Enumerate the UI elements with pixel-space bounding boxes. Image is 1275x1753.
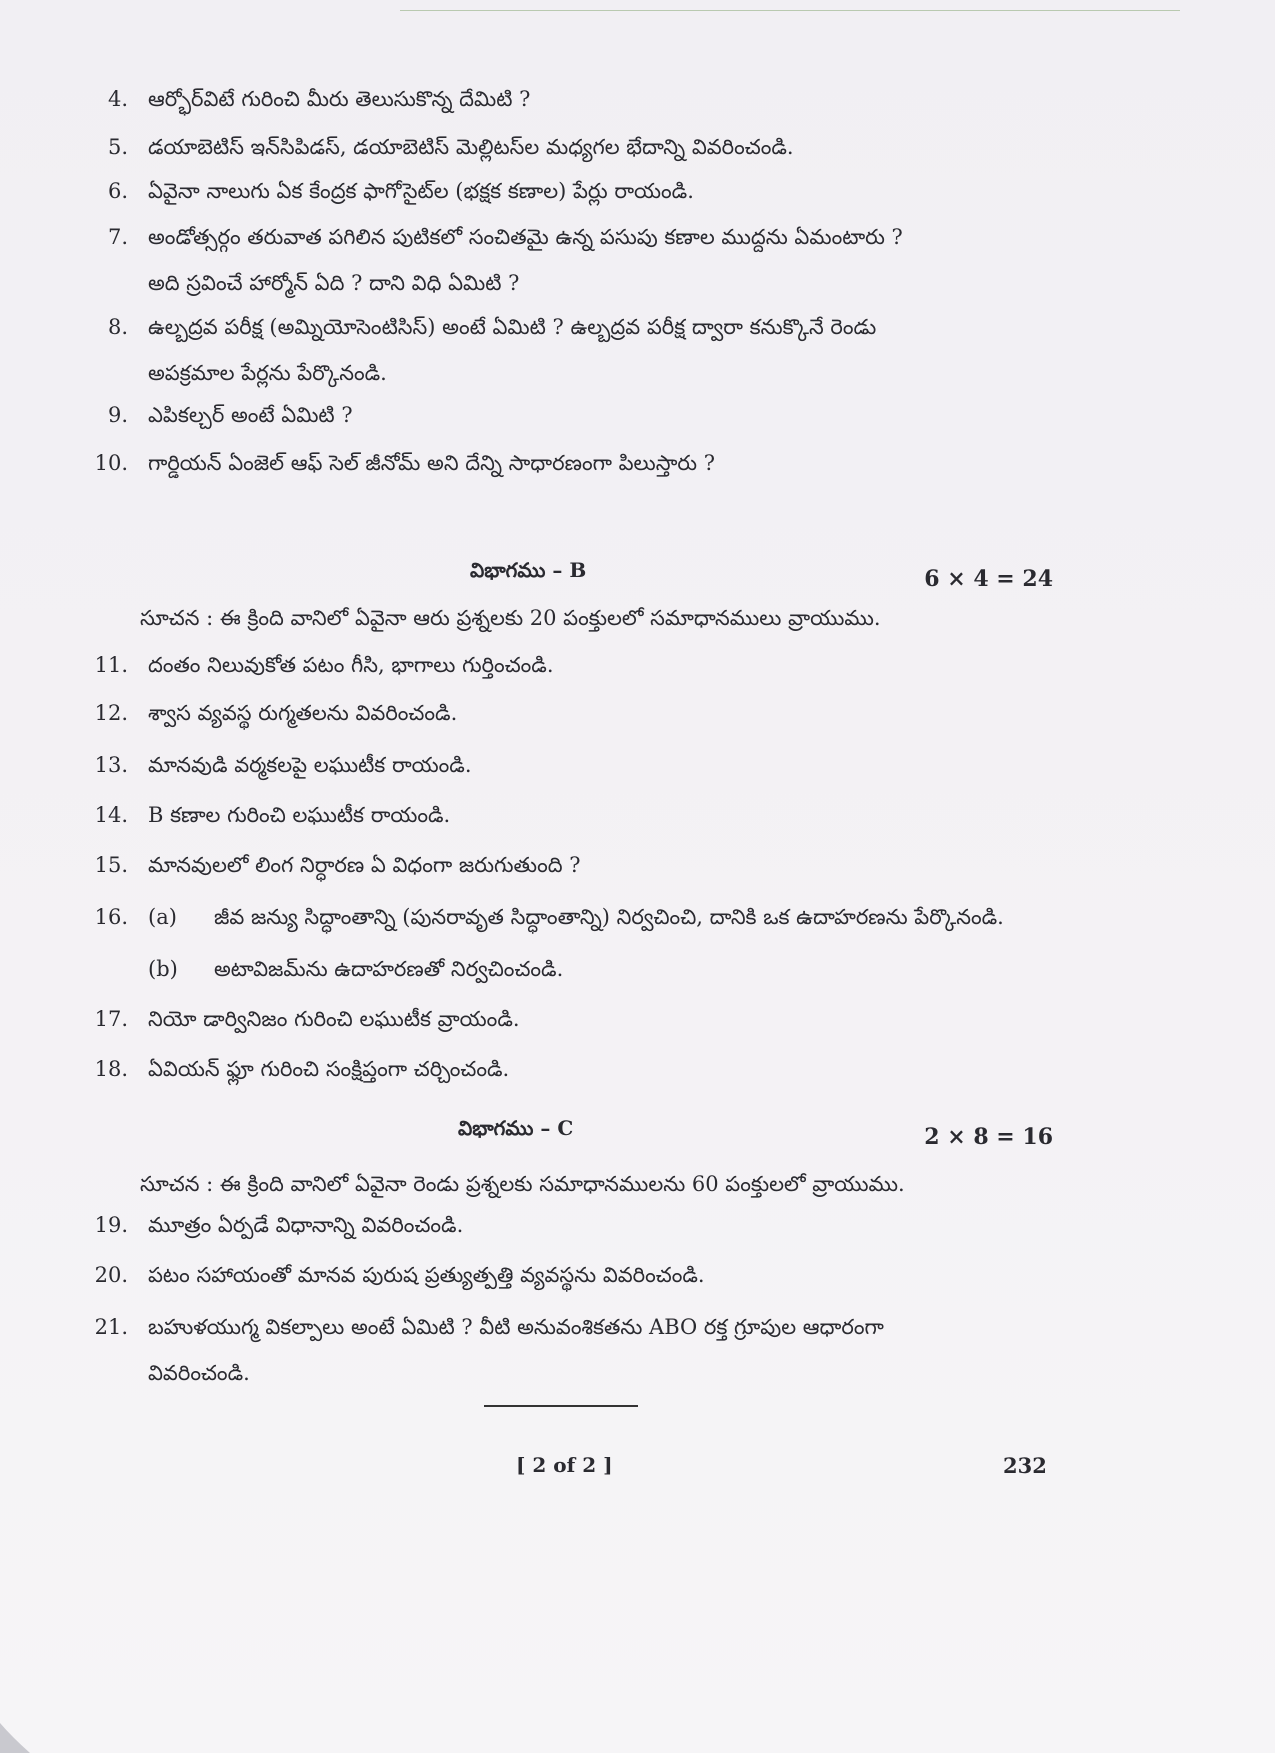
question-text: దంతం నిలువుకోత పటం గీసి, భాగాలు గుర్తించండి. bbox=[148, 653, 554, 677]
question-text: అండోత్సర్గం తరువాత పగిలిన పుటికలో సంచితమై ఉన్న పసుపు కణాల ముద్దను ఏమంటారు ? bbox=[148, 225, 903, 249]
question-text-cont: అది స్రవించే హార్మోన్ ఏది ? దాని విధి ఏమిటి ? bbox=[148, 271, 520, 295]
question-text: నియో డార్వినిజం గురించి లఘుటీక వ్రాయండి. bbox=[148, 1007, 520, 1031]
question-number: 12. bbox=[94, 701, 128, 725]
question-text: మానవుడి వర్మకలపై లఘుటీక రాయండి. bbox=[148, 753, 472, 777]
question-number: 17. bbox=[94, 1007, 128, 1031]
question-number: 16. bbox=[94, 905, 128, 929]
page-corner-shadow bbox=[0, 1713, 40, 1753]
section-b-title: విభాగము – B bbox=[470, 558, 587, 582]
question-number: 8. bbox=[107, 315, 128, 339]
question-number: 13. bbox=[94, 753, 128, 777]
question-text: మానవులలో లింగ నిర్ధారణ ఏ విధంగా జరుగుతుంది ? bbox=[148, 853, 581, 877]
question-text: ఏవియన్ ఫ్లూ గురించి సంక్షిప్తంగా చర్చించండి. bbox=[148, 1057, 510, 1081]
question-number: 11. bbox=[94, 653, 128, 677]
section-c-instruction: సూచన : ఈ క్రింది వానిలో ఏవైనా రెండు ప్రశ్నలకు సమాధానములను 60 పంక్తులలో వ్రాయుము. bbox=[140, 1172, 905, 1196]
question-number: 19. bbox=[94, 1213, 128, 1237]
question-text: గార్డియన్ ఏంజెల్ ఆఫ్ సెల్ జీనోమ్ అని దేన్ని సాధారణంగా పిలుస్తారు ? bbox=[148, 451, 715, 475]
question-number: 20. bbox=[94, 1263, 128, 1287]
question-16 bbox=[84, 902, 1084, 982]
question-number: 15. bbox=[94, 853, 128, 877]
question-text: ఎపికల్చర్ అంటే ఏమిటి ? bbox=[148, 403, 353, 427]
question-number: 9. bbox=[107, 403, 128, 427]
question-number: 18. bbox=[94, 1057, 128, 1081]
question-text: బహుళయుగ్మ వికల్పాలు అంటే ఏమిటి ? వీటి అనువంశికతను ABO రక్త గ్రూపుల ఆధారంగా bbox=[148, 1315, 884, 1339]
subpart-b-label: (b) bbox=[148, 957, 178, 981]
question-text-cont: వివరించండి. bbox=[148, 1361, 250, 1385]
question-text-cont: అపక్రమాల పేర్లను పేర్కొనండి. bbox=[148, 361, 387, 385]
section-c-marks: 2 × 8 = 16 bbox=[924, 1124, 1053, 1150]
question-text: ఏవైనా నాలుగు ఏక కేంద్రక ఫాగోసైట్‌ల (భక్షక కణాల) పేర్లు రాయండి. bbox=[148, 179, 694, 203]
question-number: 4. bbox=[107, 87, 128, 111]
question-text: ఉల్బద్రవ పరీక్ష (అమ్నియోసెంటిసిస్) అంటే ఏమిటి ? ఉల్బద్రవ పరీక్ష ద్వారా కనుక్కొనే రెండు bbox=[148, 315, 877, 339]
question-number: 14. bbox=[94, 803, 128, 827]
subpart-a-label: (a) bbox=[148, 905, 177, 929]
question-number: 21. bbox=[94, 1315, 128, 1339]
section-c-title: విభాగము – C bbox=[458, 1116, 574, 1140]
section-b-marks: 6 × 4 = 24 bbox=[924, 566, 1053, 592]
question-number: 6. bbox=[107, 179, 128, 203]
end-rule bbox=[484, 1405, 638, 1407]
question-text: డయాబెటిస్ ఇన్‌సిపిడస్, డయాబెటిస్ మెల్లిటస్‌ల మధ్యగల భేదాన్ని వివరించండి. bbox=[148, 135, 794, 159]
section-b-instruction: సూచన : ఈ క్రింది వానిలో ఏవైనా ఆరు ప్రశ్నలకు 20 పంక్తులలో సమాధానములు వ్రాయుము. bbox=[140, 606, 881, 630]
subpart-a-text: జీవ జన్యు సిద్ధాంతాన్ని (పునరావృత సిద్ధాంతాన్ని) నిర్వచించి, దానికి ఒక ఉదాహరణను పేర్కొనండి. bbox=[214, 905, 1004, 929]
question-number: 10. bbox=[94, 451, 128, 475]
question-text: శ్వాస వ్యవస్థ రుగ్మతలను వివరించండి. bbox=[148, 701, 458, 725]
page-number: [ 2 of 2 ] bbox=[516, 1453, 613, 1477]
question-number: 5. bbox=[107, 135, 128, 159]
question-number: 7. bbox=[107, 225, 128, 249]
top-border-line bbox=[400, 10, 1180, 11]
subpart-b-text: అటావిజమ్‌ను ఉదాహరణతో నిర్వచించండి. bbox=[214, 957, 564, 981]
paper-code: 232 bbox=[1003, 1453, 1047, 1478]
question-text: B కణాల గురించి లఘుటీక రాయండి. bbox=[148, 803, 451, 827]
question-text: ఆర్భోర్‌విటే గురించి మీరు తెలుసుకొన్న దేమిటి ? bbox=[148, 87, 531, 111]
question-text: పటం సహాయంతో మానవ పురుష ప్రత్యుత్పత్తి వ్యవస్థను వివరించండి. bbox=[148, 1263, 705, 1287]
question-text: మూత్రం ఏర్పడే విధానాన్ని వివరించండి. bbox=[148, 1213, 464, 1237]
